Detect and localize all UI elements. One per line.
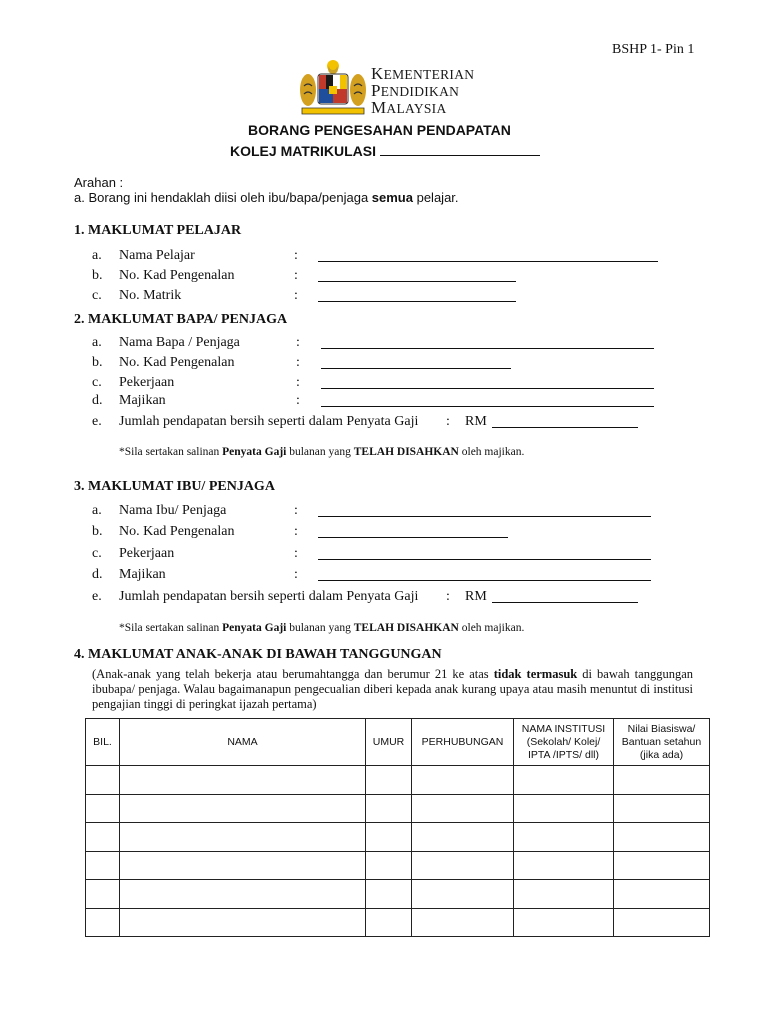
s3-field-letter: c. xyxy=(92,546,102,561)
table-cell[interactable] xyxy=(120,823,366,852)
currency-label: RM xyxy=(465,414,487,429)
table-cell[interactable] xyxy=(514,851,614,880)
father-name-input[interactable] xyxy=(321,336,654,354)
field-colon: : xyxy=(296,393,300,408)
s2-field-letter: d. xyxy=(92,393,103,408)
table-cell[interactable] xyxy=(412,851,514,880)
s3-income-letter: e. xyxy=(92,589,102,604)
col-umur-header: UMUR xyxy=(366,719,412,766)
field-colon: : xyxy=(446,414,450,429)
table-cell[interactable] xyxy=(412,908,514,937)
college-line: KOLEJ MATRIKULASI xyxy=(230,143,540,159)
table-cell[interactable] xyxy=(120,908,366,937)
s1-field-label: No. Matrik xyxy=(119,288,182,303)
s3-field-letter: b. xyxy=(92,524,103,539)
table-row xyxy=(86,823,710,852)
crest-icon xyxy=(298,56,368,118)
s2-field-label: No. Kad Pengenalan xyxy=(119,355,235,370)
instruction-item: a. Borang ini hendaklah diisi oleh ibu/bapa/penjaga semua pelajar. xyxy=(74,190,459,205)
table-cell[interactable] xyxy=(366,794,412,823)
field-colon: : xyxy=(294,567,298,582)
father-income-input[interactable] xyxy=(492,415,638,433)
s2-field-label: Majikan xyxy=(119,393,166,408)
s2-income-label: Jumlah pendapatan bersih seperti dalam Penyata Gaji xyxy=(119,414,419,429)
father-ic-input[interactable] xyxy=(321,356,511,374)
s1-field-letter: b. xyxy=(92,268,103,283)
col-nama-header: NAMA xyxy=(120,719,366,766)
table-cell[interactable] xyxy=(86,794,120,823)
table-header-row xyxy=(86,719,710,766)
s2-field-letter: c. xyxy=(92,375,102,390)
s2-field-letter: a. xyxy=(92,335,102,350)
college-blank[interactable] xyxy=(380,143,540,156)
table-cell[interactable] xyxy=(86,823,120,852)
father-employer-input[interactable] xyxy=(321,394,654,412)
mother-job-input[interactable] xyxy=(318,547,651,565)
table-cell[interactable] xyxy=(514,766,614,795)
table-cell[interactable] xyxy=(120,794,366,823)
mother-income-input[interactable] xyxy=(492,590,638,608)
field-colon: : xyxy=(296,375,300,390)
table-row xyxy=(86,794,710,823)
student-ic-input[interactable] xyxy=(318,269,516,287)
field-colon: : xyxy=(294,288,298,303)
table-row xyxy=(86,766,710,795)
table-cell[interactable] xyxy=(614,794,710,823)
section-1-title: 1. MAKLUMAT PELAJAR xyxy=(74,223,242,238)
mother-employer-input[interactable] xyxy=(318,568,651,586)
col-institusi-header: NAMA INSTITUSI (Sekolah/ Kolej/ IPTA /IPTS/ dll) xyxy=(514,719,614,766)
s2-field-letter: b. xyxy=(92,355,103,370)
section-4-title: 4. MAKLUMAT ANAK-ANAK DI BAWAH TANGGUNGAN xyxy=(74,647,442,662)
table-cell[interactable] xyxy=(366,908,412,937)
student-name-input[interactable] xyxy=(318,249,658,267)
field-colon: : xyxy=(294,524,298,539)
table-cell[interactable] xyxy=(614,880,710,909)
s3-field-letter: a. xyxy=(92,503,102,518)
mother-ic-input[interactable] xyxy=(318,525,508,543)
table-cell[interactable] xyxy=(514,823,614,852)
table-cell[interactable] xyxy=(86,880,120,909)
s1-field-label: No. Kad Pengenalan xyxy=(119,268,235,283)
table-cell[interactable] xyxy=(120,766,366,795)
dependents-table xyxy=(85,718,710,937)
ministry-line-3: MALAYSIA xyxy=(371,98,447,117)
field-colon: : xyxy=(294,503,298,518)
field-colon: : xyxy=(294,248,298,263)
s2-field-label: Pekerjaan xyxy=(119,375,175,390)
col-perhubungan-header: PERHUBUNGAN xyxy=(412,719,514,766)
s3-field-label: Pekerjaan xyxy=(119,546,175,561)
s1-field-letter: a. xyxy=(92,248,102,263)
table-cell[interactable] xyxy=(120,880,366,909)
s2-income-letter: e. xyxy=(92,414,102,429)
table-cell[interactable] xyxy=(412,880,514,909)
col-biasiswa-header: Nilai Biasiswa/ Bantuan setahun (jika ada) xyxy=(614,719,710,766)
section-3-title: 3. MAKLUMAT IBU/ PENJAGA xyxy=(74,479,275,494)
s3-income-label: Jumlah pendapatan bersih seperti dalam Penyata Gaji xyxy=(119,589,419,604)
student-matric-input[interactable] xyxy=(318,289,516,307)
father-job-input[interactable] xyxy=(321,376,654,394)
table-cell[interactable] xyxy=(86,766,120,795)
table-cell[interactable] xyxy=(514,794,614,823)
form-code: BSHP 1- Pin 1 xyxy=(612,42,695,57)
table-row xyxy=(86,851,710,880)
table-cell[interactable] xyxy=(614,823,710,852)
section-2-title: 2. MAKLUMAT BAPA/ PENJAGA xyxy=(74,312,288,327)
payslip-reminder: *Sila sertakan salinan Penyata Gaji bulanan yang TELAH DISAHKAN oleh majikan. xyxy=(119,446,525,458)
table-cell[interactable] xyxy=(614,908,710,937)
ministry-line-1: KEMENTERIAN xyxy=(371,64,475,83)
field-colon: : xyxy=(296,355,300,370)
payslip-reminder: *Sila sertakan salinan Penyata Gaji bulanan yang TELAH DISAHKAN oleh majikan. xyxy=(119,622,525,634)
table-cell[interactable] xyxy=(366,880,412,909)
ministry-line-2: PENDIDIKAN xyxy=(371,81,460,100)
s2-field-label: Nama Bapa / Penjaga xyxy=(119,335,240,350)
s3-field-label: Nama Ibu/ Penjaga xyxy=(119,503,227,518)
table-cell[interactable] xyxy=(614,851,710,880)
field-colon: : xyxy=(294,546,298,561)
table-cell[interactable] xyxy=(514,908,614,937)
table-cell[interactable] xyxy=(366,851,412,880)
table-cell[interactable] xyxy=(614,766,710,795)
table-cell[interactable] xyxy=(366,766,412,795)
s3-field-label: No. Kad Pengenalan xyxy=(119,524,235,539)
table-row xyxy=(86,908,710,937)
malaysia-crest-logo xyxy=(298,56,368,118)
form-title: BORANG PENGESAHAN PENDAPATAN xyxy=(248,122,511,138)
table-cell[interactable] xyxy=(86,851,120,880)
dependents-note: (Anak-anak yang telah bekerja atau berumahtangga dan berumur 21 ke atas tidak termasuk di bawah tanggungan ibubapa/ penjaga. Walau bagaimanapun pengecualian diberi kepada anak kurang upaya atau masih menuntut di institusi pengajian tinggi di peringkat ijazah pertama) xyxy=(92,667,693,711)
table-row xyxy=(86,880,710,909)
col-bil-header: BIL. xyxy=(86,719,120,766)
table-cell[interactable] xyxy=(412,794,514,823)
field-colon: : xyxy=(294,268,298,283)
currency-label: RM xyxy=(465,589,487,604)
s1-field-label: Nama Pelajar xyxy=(119,248,195,263)
s3-field-label: Majikan xyxy=(119,567,166,582)
s3-field-letter: d. xyxy=(92,567,103,582)
table-cell[interactable] xyxy=(412,823,514,852)
instructions-heading: Arahan : xyxy=(74,175,124,190)
s1-field-letter: c. xyxy=(92,288,102,303)
table-cell[interactable] xyxy=(412,766,514,795)
field-colon: : xyxy=(296,335,300,350)
table-cell[interactable] xyxy=(120,851,366,880)
table-cell[interactable] xyxy=(86,908,120,937)
table-cell[interactable] xyxy=(514,880,614,909)
mother-name-input[interactable] xyxy=(318,504,651,522)
table-cell[interactable] xyxy=(366,823,412,852)
field-colon: : xyxy=(446,589,450,604)
